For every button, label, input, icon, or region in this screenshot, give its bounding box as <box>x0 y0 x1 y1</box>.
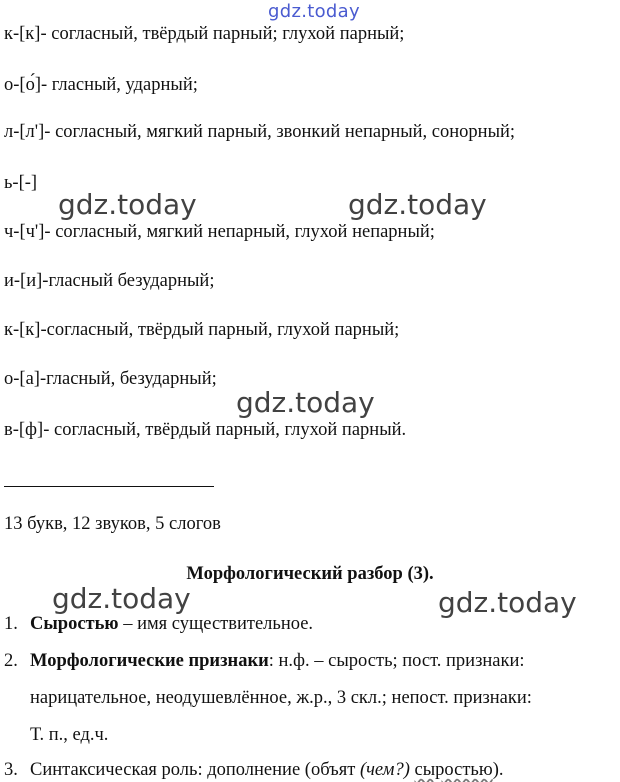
phonetic-line: ь-[-] <box>4 173 38 193</box>
question-word: (чем?) <box>359 760 410 780</box>
item-text: : н.ф. – сырость; пост. признаки: <box>268 651 525 671</box>
watermark: gdz.today <box>236 386 375 419</box>
phonetic-line: к-[к]- согласный, твёрдый парный; глухой парный; <box>4 24 405 44</box>
item-end: ). <box>492 760 504 780</box>
item-text: – имя существительное. <box>118 614 314 634</box>
list-item-continuation: нарицательное, неодушевлённое, ж.р., 3 скл.; непост. признаки: <box>30 688 532 708</box>
list-item <box>4 651 525 672</box>
item-term: Сыростью <box>30 614 119 634</box>
watermark-top: gdz.today <box>268 1 360 22</box>
item-term: Морфологические признаки <box>30 651 269 671</box>
phonetic-line: и-[и]-гласный безударный; <box>4 271 215 291</box>
list-item <box>4 614 313 635</box>
phonetic-line: к-[к]-согласный, твёрдый парный, глухой парный; <box>4 320 400 340</box>
item-number: 2. <box>4 651 18 671</box>
morph-heading: Морфологический разбор (3). <box>186 564 434 584</box>
item-number: 1. <box>4 614 18 634</box>
watermark: gdz.today <box>348 188 487 221</box>
phonetic-line: о-[а]-гласный, безударный; <box>4 369 217 389</box>
watermark: gdz.today <box>58 188 197 221</box>
watermark: gdz.today <box>52 582 191 615</box>
item-number: 3. <box>4 760 18 780</box>
phonetic-line: о-[о́]- гласный, ударный; <box>4 75 198 95</box>
underlined-word: сыростью <box>414 760 493 780</box>
phonetic-line: ч-[ч']- согласный, мягкий непарный, глухой непарный; <box>4 222 435 242</box>
list-item <box>4 760 503 781</box>
item-text: Синтаксическая роль: дополнение (объят <box>30 760 360 780</box>
summary-text: 13 букв, 12 звуков, 5 слогов <box>4 514 221 534</box>
divider <box>4 486 214 487</box>
watermark: gdz.today <box>438 586 577 619</box>
phonetic-line: в-[ф]- согласный, твёрдый парный, глухой парный. <box>4 420 407 440</box>
list-item-continuation: Т. п., ед.ч. <box>30 725 109 745</box>
phonetic-line: л-[л']- согласный, мягкий парный, звонкий непарный, сонорный; <box>4 122 516 142</box>
